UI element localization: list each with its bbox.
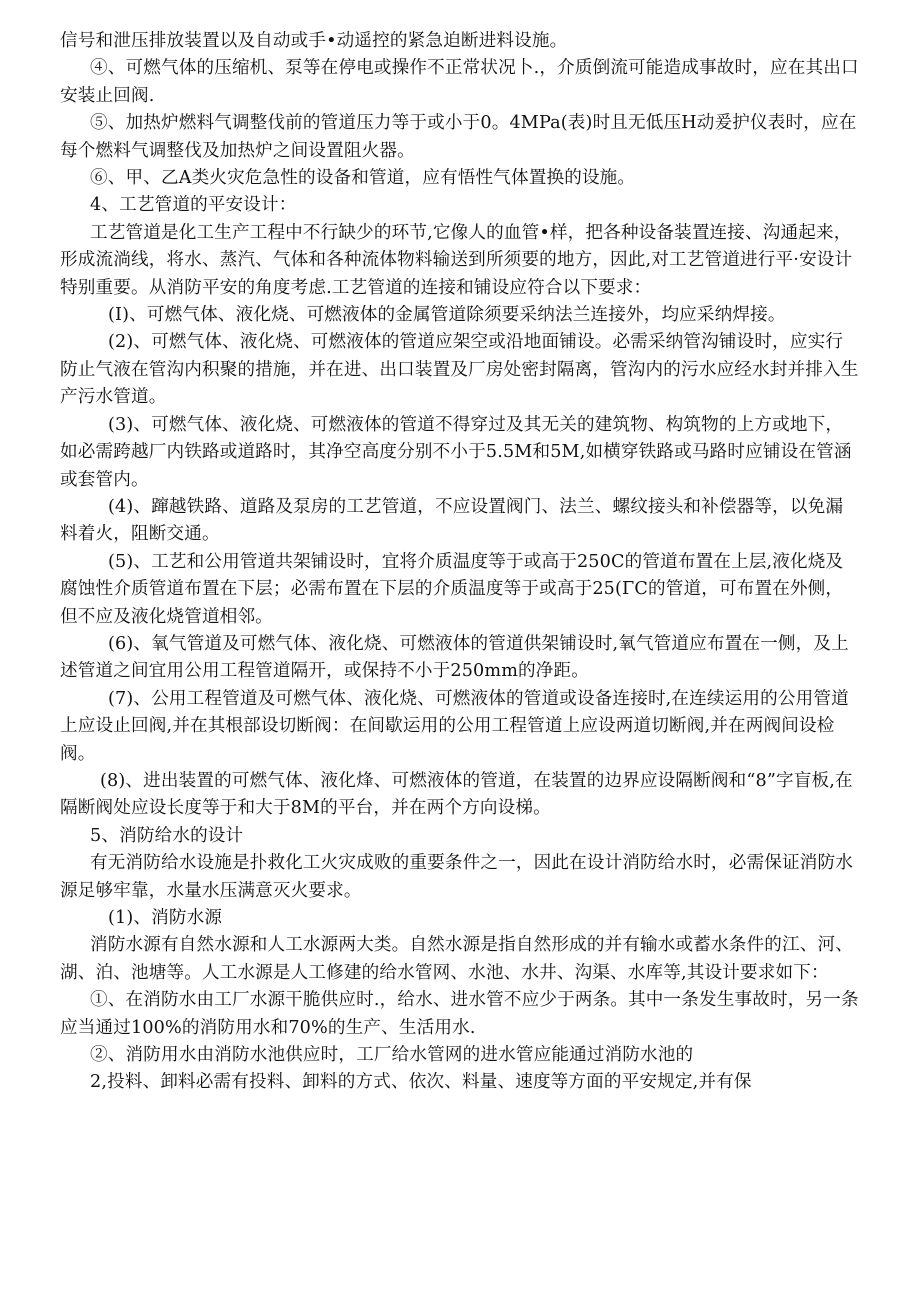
section-heading: 4、工艺管道的平安设计：: [90, 195, 297, 216]
paragraph: ②、消防用水由消防水池供应时，工厂给水管网的进水管应能通过消防水池的: [90, 1045, 694, 1066]
section-heading: 5、消防给水的设计: [90, 825, 244, 846]
paragraph: 2,投料、卸料必需有投料、卸料的方式、依次、料量、速度等方面的平安规定,并有保: [90, 1072, 752, 1093]
paragraph: 工艺管道是化工生产工程中不行缺少的环节,它像人的血管•样，把各种设备装置连接、沟通起来，形成流淌线，将水、蒸汽、气体和各种流体物料输送到所须要的地方，因此,对工艺管道进行平·安设计特别重要。从消防平安的角度考虑.工艺管道的连接和铺设应符合以下要求：: [60, 222, 853, 298]
paragraph: ①、在消防水由工厂水源干脆供应时.，给水、进水管不应少于两条。其中一条发生事故时，另一条应当通过100%的消防用水和70%的生产、生活用水.: [60, 990, 859, 1038]
paragraph: 消防水源有自然水源和人工水源两大类。自然水源是指自然形成的并有输水或蓄水条件的江、河、湖、泊、池塘等。人工水源是人工修建的给水管网、水池、水井、沟渠、水库等,其设计要求如下：: [60, 935, 853, 983]
paragraph: (8)、进出装置的可燃气体、液化烽、可燃液体的管道，在装置的边界应设隔断阀和“8”字盲板,在隔断阀处应设长度等于和大于8M的平台，并在两个方向设梯。: [60, 770, 853, 819]
paragraph: ④、可燃气体的压缩机、泵等在停电或操作不正常状况卜.，介质倒流可能造成事故时，应在其出口安装止回阀.: [60, 58, 859, 106]
paragraph: ⑥、甲、乙A类火灾危急性的设备和管道，应有悟性气体置换的设施。: [90, 168, 636, 189]
paragraph: 信号和泄压排放装置以及自动或手•动遥控的紧急迫断进料设施。: [60, 31, 568, 51]
paragraph: (6)、氧气管道及可燃气体、液化烧、可燃液体的管道供架铺设时,氧气管道应布置在一侧，及上述管道之间宜用公用工程管道隔开，或保持不小于250mm的净距。: [60, 633, 849, 682]
paragraph: ⑤、加热炉燃料气调整伐前的管道压力等于或小于0。4MPa(表)时且无低压H动爰护仪表时，应在每个燃料气调整伐及加热炉之间设置阻火器。: [60, 113, 857, 161]
paragraph: (5)、工艺和公用管道共架铺设时，宜将介质温度等于或高于250C的管道布置在上层,液化烧及腐蚀性介质管道布置在下层；必需布置在下层的介质温度等于或高于25(ΓC的管道，可布置在外侧，但不应及液化烧管道相邻。: [60, 551, 844, 627]
paragraph: (2)、可燃气体、液化烧、可燃液体的管道应架空或沿地面铺设。必需采纳管沟铺设时，应实行防止气液在管沟内积聚的措施，并在进、出口装置及厂房处密封隔离，管沟内的污水应经水封并排入生产污水管道。: [60, 332, 859, 408]
paragraph: (3)、可燃气体、液化烧、可燃液体的管道不得穿过及其无关的建筑物、构筑物的上方或地下，如必需跨越厂内铁路或道路时，其净空高度分别不小于5.5M和5M,如横穿铁路或马路时应铺设在管涵或套管内。: [60, 414, 852, 490]
paragraph: (4)、蹿越铁路、道路及泵房的工艺管道，不应设置阀门、法兰、螺纹接头和补偿器等，以免漏料着火，阻断交通。: [60, 496, 844, 545]
paragraph: (I)、可燃气体、液化烧、可燃液体的金属管道除须要采纳法兰连接外，均应采纳焊接。: [108, 305, 786, 326]
subsection-heading: (1)、消防水源: [108, 908, 223, 928]
paragraph: 有无消防给水设施是扑救化工火灾成败的重要条件之一，因此在设计消防给水时，必需保证消防水源足够牢靠，水量水压满意灭火要求。: [60, 853, 853, 901]
paragraph: (7)、公用工程管道及可燃气体、液化烧、可燃液体的管道或设备连接时,在连续运用的公用管道上应设止回阀,并在其根部设切断阀：在间歇运用的公用工程管道上应设两道切断阀,并在两阀间设检阀。: [60, 688, 849, 764]
